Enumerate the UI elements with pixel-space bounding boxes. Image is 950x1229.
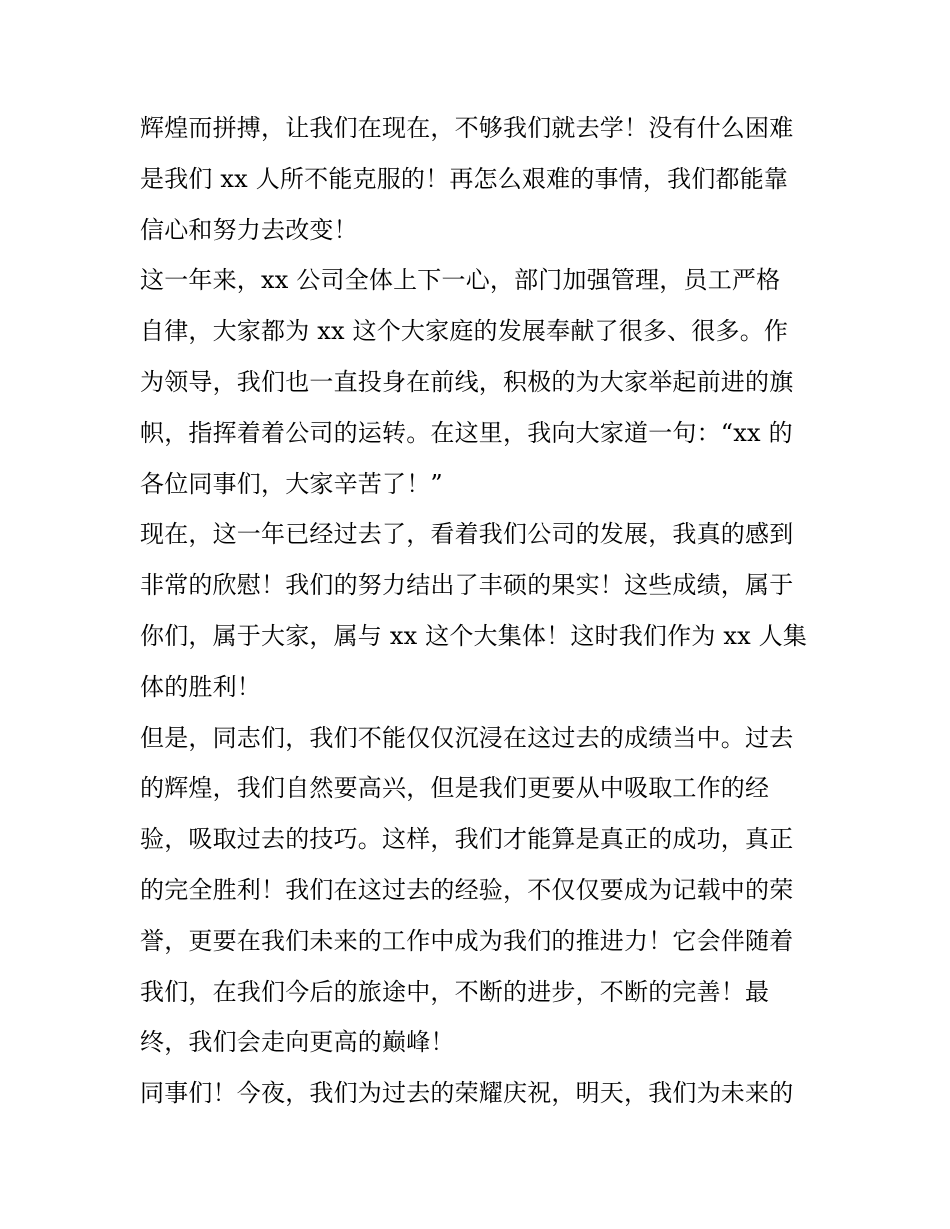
text-line: 信心和努力去改变！: [140, 215, 358, 244]
text-line: 的辉煌，我们自然要高兴，但是我们更要从中吸取工作的经: [140, 774, 770, 803]
text-line: 你们，属于大家，属与 xx 这个大集体！这时我们作为 xx 人集: [140, 621, 808, 650]
text-line: 的完全胜利！我们在这过去的经验，不仅仅要成为记载中的荣: [140, 875, 794, 904]
text-line: 但是，同志们，我们不能仅仅沉浸在这过去的成绩当中。过去: [140, 723, 794, 752]
body-text: [140, 103, 840, 1119]
text-line: 帜，指挥着着公司的运转。在这里，我向大家道一句：“xx 的: [140, 418, 793, 447]
text-line: 辉煌而拼搏，让我们在现在，不够我们就去学！没有什么困难: [140, 114, 794, 142]
text-line: 自律，大家都为 xx 这个大家庭的发展奉献了很多、很多。作: [140, 317, 789, 346]
text-line: 是我们 xx 人所不能克服的！再怎么艰难的事情，我们都能靠: [140, 164, 789, 193]
text-line: 各位同事们，大家辛苦了！”: [140, 469, 443, 498]
text-line: 这一年来，xx 公司全体上下一心，部门加强管理，员工严格: [140, 266, 781, 295]
text-line: 现在，这一年已经过去了，看着我们公司的发展，我真的感到: [140, 520, 794, 549]
text-line: 体的胜利！: [140, 672, 261, 701]
text-line: 同事们！今夜，我们为过去的荣耀庆祝，明天，我们为未来的: [140, 1079, 794, 1108]
text-line: 终，我们会走向更高的巅峰！: [140, 1028, 455, 1057]
text-line: 我们，在我们今后的旅途中，不断的进步，不断的完善！最: [140, 977, 770, 1006]
text-line: 非常的欣慰！我们的努力结出了丰硕的果实！这些成绩，属于: [140, 571, 794, 600]
text-line: 誉，更要在我们未来的工作中成为我们的推进力！它会伴随着: [140, 926, 794, 955]
text-line: 验，吸取过去的技巧。这样，我们才能算是真正的成功，真正: [140, 825, 794, 854]
text-line: 为领导，我们也一直投身在前线，积极的为大家举起前进的旗: [140, 367, 794, 396]
